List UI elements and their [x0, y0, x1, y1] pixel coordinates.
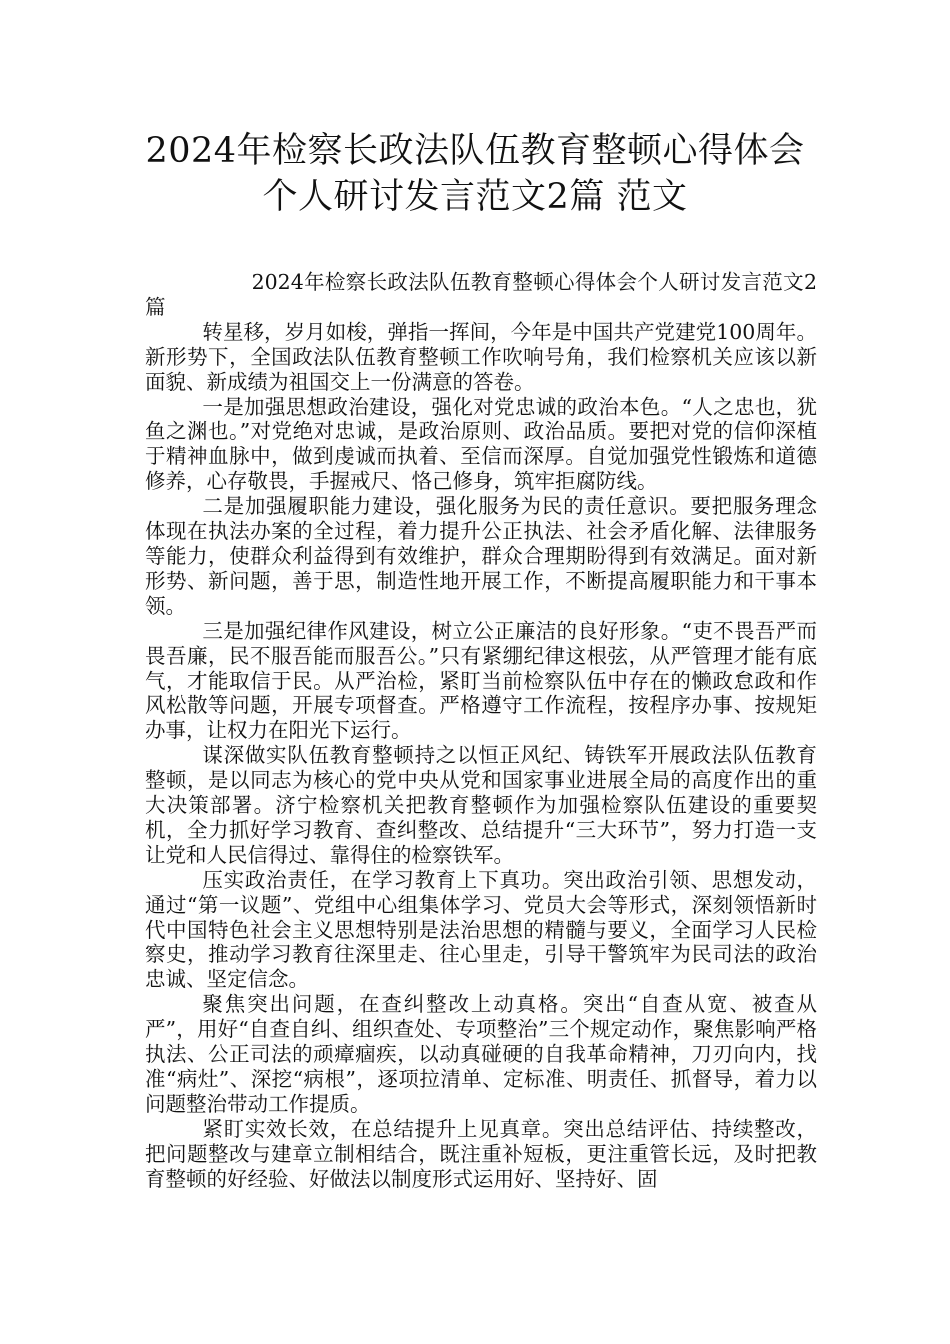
paragraph: 转星移，岁月如梭，弹指一挥间，今年是中国共产党建党100周年。新形势下，全国政法队伍教育整顿工作吹响号角，我们检察机关应该以新面貌、新成绩为祖国交上一份满意的答卷。	[145, 319, 817, 394]
paragraph: 一是加强思想政治建设，强化对党忠诚的政治本色。“人之忠也，犹鱼之渊也。”对党绝对忠诚，是政治原则、政治品质。要把对党的信仰深植于精神血脉中，做到虔诚而执着、至信而深厚。自觉加强党性锻炼和道德修养，心存敬畏，手握戒尺、恪己修身，筑牢拒腐防线。	[145, 394, 817, 494]
document-title	[120, 128, 830, 220]
paragraph: 谋深做实队伍教育整顿持之以恒正风纪、铸铁军开展政法队伍教育整顿，是以同志为核心的党中央从党和国家事业进展全局的高度作出的重大决策部署。济宁检察机关把教育整顿作为加强检察队伍建设的重要契机，全力抓好学习教育、查纠整改、总结提升“三大环节”，努力打造一支让党和人民信得过、靠得住的检察铁军。	[145, 743, 817, 867]
document-body	[145, 270, 817, 1192]
paragraph: 紧盯实效长效，在总结提升上见真章。突出总结评估、持续整改，把问题整改与建章立制相结合，既注重补短板，更注重管长远，及时把教育整顿的好经验、好做法以制度形式运用好、坚持好、固	[145, 1116, 817, 1191]
document-subtitle: 2024年检察长政法队伍教育整顿心得体会个人研讨发言范文2篇	[145, 270, 817, 319]
paragraph: 二是加强履职能力建设，强化服务为民的责任意识。要把服务理念体现在执法办案的全过程，着力提升公正执法、社会矛盾化解、法律服务等能力，使群众利益得到有效维护，群众合理期盼得到有效满足。面对新形势、新问题，善于思，制造性地开展工作，不断提高履职能力和干事本领。	[145, 494, 817, 618]
paragraph: 压实政治责任，在学习教育上下真功。突出政治引领、思想发动，通过“第一议题”、党组中心组集体学习、党员大会等形式，深刻领悟新时代中国特色社会主义思想特别是法治思想的精髓与要义，全面学习人民检察史，推动学习教育往深里走、往心里走，引导干警筑牢为民司法的政治忠诚、坚定信念。	[145, 867, 817, 992]
paragraph: 聚焦突出问题，在查纠整改上动真格。突出“自查从宽、被查从严”，用好“自查自纠、组织查处、专项整治”三个规定动作，聚焦影响严格执法、公正司法的顽瘴痼疾，以动真碰硬的自我革命精神，刀刃向内，找准“病灶”、深挖“病根”，逐项拉清单、定标准、明责任、抓督导，着力以问题整治带动工作提质。	[145, 992, 817, 1116]
paragraph: 三是加强纪律作风建设，树立公正廉洁的良好形象。“吏不畏吾严而畏吾廉，民不服吾能而服吾公。”只有紧绷纪律这根弦，从严管理才能有底气，才能取信于民。从严治检，紧盯当前检察队伍中存在的懒政怠政和作风松散等问题，开展专项督查。严格遵守工作流程，按程序办事、按规矩办事，让权力在阳光下运行。	[145, 618, 817, 743]
title-line-2: 个人研讨发言范文2篇 范文	[262, 177, 688, 217]
title-line-1: 2024年检察长政法队伍教育整顿心得体会	[145, 131, 805, 171]
